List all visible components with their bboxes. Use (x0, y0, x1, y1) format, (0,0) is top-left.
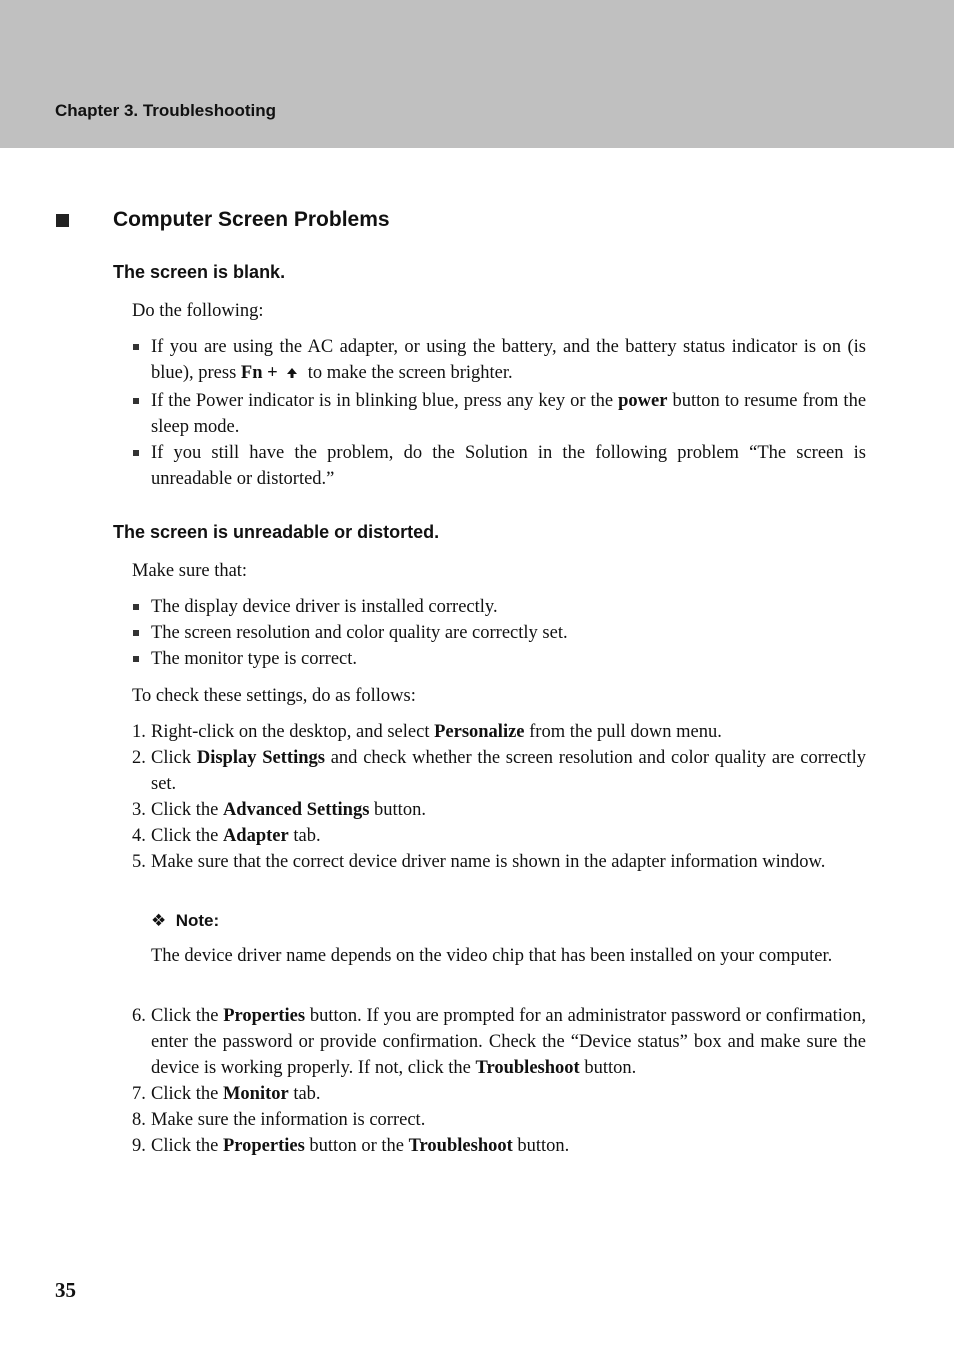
square-bullet-icon (133, 604, 139, 610)
square-bullet-icon (133, 656, 139, 662)
square-bullet-icon (133, 398, 139, 404)
distorted-intro: Make sure that: (132, 561, 248, 581)
distorted-bullet-2: The screen resolution and color quality are correctly set. (132, 620, 866, 646)
square-bullet-icon (133, 450, 139, 456)
square-bullet-icon (133, 630, 139, 636)
note-text: The device driver name depends on the video chip that has been installed on your computer. (151, 946, 833, 966)
section-square-icon (56, 214, 69, 227)
check-intro: To check these settings, do as follows: (132, 686, 416, 706)
blank-heading: The screen is blank. (113, 262, 286, 282)
step-1: 1. Right-click on the desktop, and select Personalize from the pull down menu. (132, 722, 722, 742)
blank-bullet-1: If you are using the AC adapter, or using the battery, and the battery status indicator is on (is blue), press Fn + to make the screen brighter. (132, 334, 866, 386)
square-bullet-icon (133, 344, 139, 350)
note-heading (151, 911, 219, 931)
step-8: 8. Make sure the information is correct. (132, 1110, 426, 1130)
step-6: 6. Click the Properties button. If you are prompted for an administrator password or confirmation, enter the password or provide confirmation. Check the “Device status” box and make sure the device is working properly. If not, click the Troubleshoot button. (132, 1006, 867, 1078)
note-diamond-icon: ❖ (151, 911, 167, 930)
distorted-bullet-3: The monitor type is correct. (132, 646, 866, 672)
steps-list-b (132, 1003, 866, 1159)
blank-bullet-3: If you still have the problem, do the Solution in the following problem “The screen is unreadable or distorted.” (132, 440, 866, 492)
step-7: 7. Click the Monitor tab. (132, 1084, 321, 1104)
page-number: 35 (55, 1278, 76, 1302)
chapter-title: Chapter 3. Troubleshooting (55, 101, 277, 120)
note-label: Note: (175, 911, 220, 930)
blank-intro: Do the following: (132, 301, 264, 321)
steps-list-a (132, 719, 866, 875)
distorted-bullet-list (132, 594, 866, 672)
step-3: 3. Click the Advanced Settings button. (132, 800, 426, 820)
distorted-heading: The screen is unreadable or distorted. (113, 522, 440, 542)
step-5: 5. Make sure that the correct device driver name is shown in the adapter information window. (132, 852, 826, 872)
step-9: 9. Click the Properties button or the Troubleshoot button. (132, 1136, 570, 1156)
distorted-bullet-1: The display device driver is installed correctly. (132, 594, 866, 620)
blank-bullet-2: If the Power indicator is in blinking blue, press any key or the power button to resume from the sleep mode. (132, 388, 866, 440)
blank-bullet-list (132, 334, 866, 492)
section-title: Computer Screen Problems (113, 208, 390, 231)
step-4: 4. Click the Adapter tab. (132, 826, 321, 846)
header-band (0, 0, 954, 148)
step-2: 2. Click Display Settings and check whether the screen resolution and color quality are correctly set. (132, 748, 867, 794)
brightness-up-arrow-icon (286, 367, 298, 379)
